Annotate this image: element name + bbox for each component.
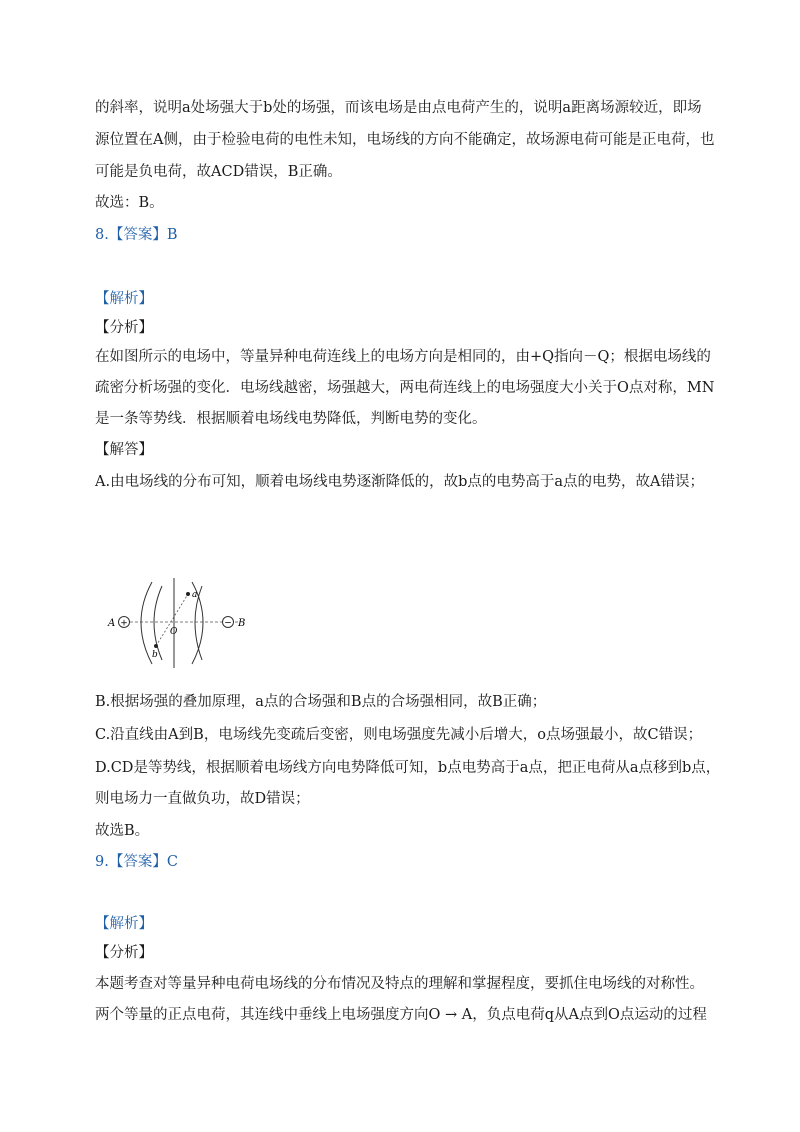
label-A: A xyxy=(108,618,116,629)
text-line: B.根据场强的叠加原理，a点的合场强和B点的合场强相同，故B正确； xyxy=(95,694,547,710)
electric-field-diagram xyxy=(100,572,260,672)
label-b: b xyxy=(152,650,158,660)
plus-sign: + xyxy=(120,618,128,629)
text-line: 故选B。 xyxy=(95,823,150,839)
text-line: 疏密分析场强的变化．电场线越密，场强越大，两电荷连线上的电场强度大小关于O点对称，MN xyxy=(95,380,715,396)
text-line: 源位置在A侧，由于检验电荷的电性未知，电场线的方向不能确定，故场源电荷可能是正电荷，也 xyxy=(95,132,715,148)
field-line xyxy=(141,582,152,664)
section-heading: 【分析】 xyxy=(95,945,153,961)
section-heading: 【分析】 xyxy=(95,320,153,336)
text-line: 两个等量的正点电荷，其连线中垂线上电场强度方向O → A，负点电荷q从A点到O点运动的过程 xyxy=(95,1007,707,1023)
answer-heading-9: 9.【答案】C xyxy=(95,854,178,870)
section-heading: 【解答】 xyxy=(95,442,153,458)
text-line: 则电场力一直做负功，故D错误； xyxy=(95,791,310,807)
answer-heading-8: 8.【答案】B xyxy=(95,227,178,243)
field-line xyxy=(154,586,162,660)
label-B: B xyxy=(238,618,246,629)
text-line: 故选：B。 xyxy=(95,195,164,211)
text-line: A.由电场线的分布可知，顺着电场线电势逐渐降低的，故b点的电势高于a点的电势，故A错误； xyxy=(95,474,704,490)
text-line: 是一条等势线．根据顺着电场线电势降低，判断电势的变化。 xyxy=(95,411,487,427)
text-line: D.CD是等势线，根据顺着电场线方向电势降低可知，b点电势高于a点，把正电荷从a点移到b点， xyxy=(95,760,721,776)
ab-line xyxy=(156,594,188,646)
text-line: 在如图所示的电场中，等量异种电荷连线上的电场方向是相同的，由+Q指向－Q；根据电场线的 xyxy=(95,349,711,365)
text-line: 可能是负电荷，故ACD错误，B正确。 xyxy=(95,164,342,180)
label-a: a xyxy=(192,590,198,600)
point-a xyxy=(186,592,190,596)
analysis-heading: 【解析】 xyxy=(95,916,153,932)
label-O: O xyxy=(170,627,178,637)
point-b xyxy=(154,644,158,648)
minus-sign: − xyxy=(224,618,232,629)
analysis-heading: 【解析】 xyxy=(95,291,153,307)
text-line: C.沿直线由A到B，电场线先变疏后变密，则电场强度先减小后增大，o点场强最小，故C错误； xyxy=(95,727,703,743)
text-line: 本题考查对等量异种电荷电场线的分布情况及特点的理解和掌握程度，要抓住电场线的对称性。 xyxy=(95,976,704,992)
text-line: 的斜率，说明a处场强大于b处的场强，而该电场是由点电荷产生的，说明a距离场源较近，即场 xyxy=(95,100,702,116)
